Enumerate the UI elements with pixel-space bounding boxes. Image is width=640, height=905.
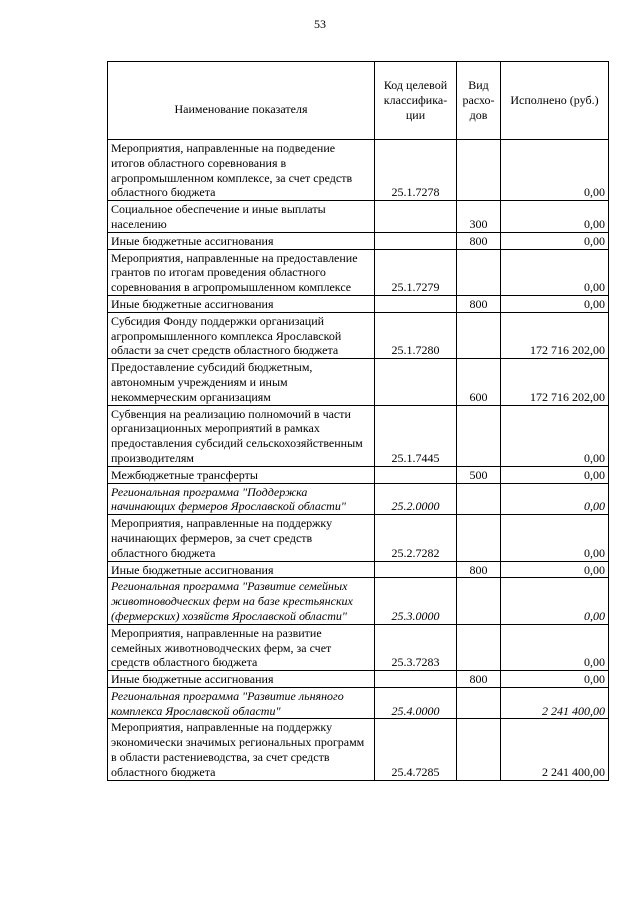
cell-kind <box>457 483 501 515</box>
cell-amount: 0,00 <box>501 671 609 688</box>
cell-code: 25.4.0000 <box>375 687 457 719</box>
cell-code <box>375 295 457 312</box>
table-row <box>108 249 609 295</box>
table-row <box>108 671 609 688</box>
table-row <box>108 466 609 483</box>
cell-name: Иные бюджетные ассигнования <box>108 561 375 578</box>
cell-kind: 800 <box>457 561 501 578</box>
header-code: Код целевой классифика-ции <box>375 62 457 140</box>
cell-kind: 300 <box>457 201 501 233</box>
cell-code <box>375 671 457 688</box>
cell-kind <box>457 578 501 624</box>
cell-name: Социальное обеспечение и иные выплаты населению <box>108 201 375 233</box>
table-header-row <box>108 62 609 140</box>
cell-name: Межбюджетные трансферты <box>108 466 375 483</box>
cell-code: 25.1.7445 <box>375 405 457 466</box>
cell-amount: 2 241 400,00 <box>501 719 609 780</box>
cell-name: Субсидия Фонду поддержки организаций агропромышленного комплекса Ярославской области за счет средств областного бюджета <box>108 312 375 358</box>
cell-kind: 800 <box>457 671 501 688</box>
cell-name: Региональная программа "Поддержка начинающих фермеров Ярославской области" <box>108 483 375 515</box>
table-body <box>108 140 609 781</box>
cell-kind: 800 <box>457 295 501 312</box>
table-row <box>108 201 609 233</box>
cell-amount: 172 716 202,00 <box>501 359 609 405</box>
cell-name: Субвенция на реализацию полномочий в части организационных мероприятий в рамках предоставления субсидий сельскохозяйственным производителям <box>108 405 375 466</box>
cell-kind <box>457 140 501 201</box>
program-row <box>108 687 609 719</box>
cell-kind: 600 <box>457 359 501 405</box>
header-kind: Вид расхо-дов <box>457 62 501 140</box>
cell-kind: 500 <box>457 466 501 483</box>
cell-code: 25.2.7282 <box>375 515 457 561</box>
cell-kind <box>457 405 501 466</box>
cell-name: Региональная программа "Развитие семейных животноводческих ферм на базе крестьянских (фермерских) хозяйств Ярославской области" <box>108 578 375 624</box>
cell-amount: 0,00 <box>501 515 609 561</box>
cell-kind <box>457 719 501 780</box>
cell-amount: 0,00 <box>501 405 609 466</box>
cell-name: Иные бюджетные ассигнования <box>108 295 375 312</box>
cell-name: Иные бюджетные ассигнования <box>108 671 375 688</box>
cell-name: Мероприятия, направленные на поддержку начинающих фермеров, за счет средств областного бюджета <box>108 515 375 561</box>
table-row <box>108 624 609 670</box>
cell-amount: 0,00 <box>501 201 609 233</box>
cell-amount: 0,00 <box>501 232 609 249</box>
table-row <box>108 140 609 201</box>
cell-name: Мероприятия, направленные на подведение итогов областного соревнования в агропромышленном комплексе, за счет средств областного бюджета <box>108 140 375 201</box>
cell-name: Иные бюджетные ассигнования <box>108 232 375 249</box>
cell-code: 25.4.7285 <box>375 719 457 780</box>
table-row <box>108 232 609 249</box>
cell-amount: 2 241 400,00 <box>501 687 609 719</box>
cell-name: Предоставление субсидий бюджетным, автономным учреждениям и иным некоммерческим организациям <box>108 359 375 405</box>
cell-code <box>375 466 457 483</box>
cell-kind <box>457 249 501 295</box>
cell-code <box>375 201 457 233</box>
cell-amount: 0,00 <box>501 578 609 624</box>
header-name: Наименование показателя <box>108 62 375 140</box>
cell-kind <box>457 312 501 358</box>
program-row <box>108 578 609 624</box>
cell-code: 25.1.7280 <box>375 312 457 358</box>
cell-name: Мероприятия, направленные на предоставление грантов по итогам проведения областного соревнования в агропромышленном комплексе <box>108 249 375 295</box>
cell-name: Региональная программа "Развитие льняного комплекса Ярославской области" <box>108 687 375 719</box>
cell-amount: 0,00 <box>501 140 609 201</box>
table-row <box>108 561 609 578</box>
cell-amount: 0,00 <box>501 466 609 483</box>
cell-code <box>375 359 457 405</box>
cell-amount: 172 716 202,00 <box>501 312 609 358</box>
cell-code: 25.3.0000 <box>375 578 457 624</box>
table-row <box>108 719 609 780</box>
header-amount: Исполнено (руб.) <box>501 62 609 140</box>
cell-name: Мероприятия, направленные на поддержку экономически значимых региональных программ в области растениеводства, за счет средств областного бюджета <box>108 719 375 780</box>
cell-amount: 0,00 <box>501 295 609 312</box>
table-row <box>108 295 609 312</box>
cell-amount: 0,00 <box>501 561 609 578</box>
table-row <box>108 405 609 466</box>
cell-code: 25.2.0000 <box>375 483 457 515</box>
budget-table <box>107 61 609 781</box>
cell-code: 25.3.7283 <box>375 624 457 670</box>
cell-code: 25.1.7279 <box>375 249 457 295</box>
cell-kind: 800 <box>457 232 501 249</box>
cell-kind <box>457 515 501 561</box>
table-row <box>108 312 609 358</box>
table-row <box>108 515 609 561</box>
table-row <box>108 359 609 405</box>
cell-amount: 0,00 <box>501 483 609 515</box>
page-number: 53 <box>314 17 326 31</box>
cell-amount: 0,00 <box>501 624 609 670</box>
cell-kind <box>457 687 501 719</box>
cell-amount: 0,00 <box>501 249 609 295</box>
cell-code <box>375 561 457 578</box>
cell-code <box>375 232 457 249</box>
cell-code: 25.1.7278 <box>375 140 457 201</box>
program-row <box>108 483 609 515</box>
cell-name: Мероприятия, направленные на развитие семейных животноводческих ферм, за счет средств областного бюджета <box>108 624 375 670</box>
cell-kind <box>457 624 501 670</box>
